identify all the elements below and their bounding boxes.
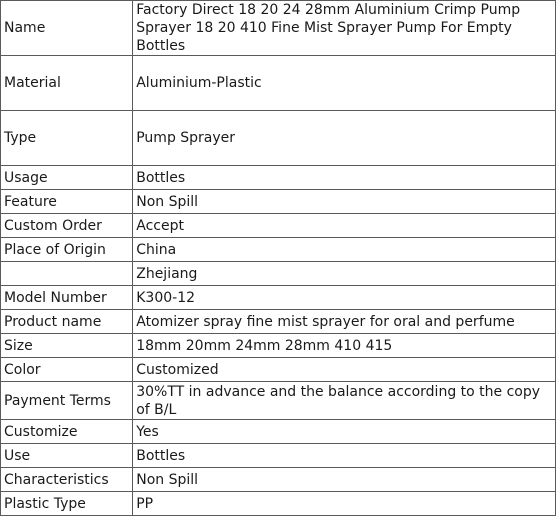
spec-row-usage	[1, 166, 556, 190]
spec-row-custom-order	[1, 214, 556, 238]
spec-label-place-of-origin: Place of Origin	[1, 238, 133, 262]
spec-row-payment-terms	[1, 382, 556, 420]
spec-label-material: Material	[1, 56, 133, 111]
spec-label-model-number: Model Number	[1, 286, 133, 310]
spec-value-usage: Bottles	[133, 166, 556, 190]
spec-row-material	[1, 56, 556, 111]
spec-label-usage: Usage	[1, 166, 133, 190]
spec-row-model-number	[1, 286, 556, 310]
spec-row-feature	[1, 190, 556, 214]
spec-label-type: Type	[1, 111, 133, 166]
spec-value-plastic-type: PP	[133, 492, 556, 516]
spec-value-name: Factory Direct 18 20 24 28mm Aluminium Crimp Pump Sprayer 18 20 410 Fine Mist Sprayer Pump For Empty Bottles	[133, 1, 556, 56]
spec-row-name	[1, 1, 556, 56]
spec-label-payment-terms: Payment Terms	[1, 382, 133, 420]
spec-value-custom-order: Accept	[133, 214, 556, 238]
spec-row-type	[1, 111, 556, 166]
spec-row-province	[1, 262, 556, 286]
spec-label-custom-order: Custom Order	[1, 214, 133, 238]
spec-value-payment-terms: 30%TT in advance and the balance according to the copy of B/L	[133, 382, 556, 420]
spec-value-customize: Yes	[133, 420, 556, 444]
spec-value-material: Aluminium-Plastic	[133, 56, 556, 111]
spec-row-customize	[1, 420, 556, 444]
spec-value-type: Pump Sprayer	[133, 111, 556, 166]
spec-label-plastic-type: Plastic Type	[1, 492, 133, 516]
spec-label-feature: Feature	[1, 190, 133, 214]
spec-row-use	[1, 444, 556, 468]
spec-table-body	[1, 1, 556, 516]
spec-row-size	[1, 334, 556, 358]
spec-label-color: Color	[1, 358, 133, 382]
spec-value-province: Zhejiang	[133, 262, 556, 286]
spec-value-product-name: Atomizer spray fine mist sprayer for oral and perfume	[133, 310, 556, 334]
spec-row-color	[1, 358, 556, 382]
spec-row-place-of-origin	[1, 238, 556, 262]
spec-label-empty	[1, 262, 133, 286]
spec-label-customize: Customize	[1, 420, 133, 444]
spec-value-size: 18mm 20mm 24mm 28mm 410 415	[133, 334, 556, 358]
spec-label-name: Name	[1, 1, 133, 56]
spec-label-use: Use	[1, 444, 133, 468]
spec-value-color: Customized	[133, 358, 556, 382]
spec-value-place-of-origin: China	[133, 238, 556, 262]
spec-value-model-number: K300-12	[133, 286, 556, 310]
spec-value-use: Bottles	[133, 444, 556, 468]
spec-label-size: Size	[1, 334, 133, 358]
spec-label-product-name: Product name	[1, 310, 133, 334]
spec-value-characteristics: Non Spill	[133, 468, 556, 492]
spec-row-characteristics	[1, 468, 556, 492]
spec-value-feature: Non Spill	[133, 190, 556, 214]
spec-label-characteristics: Characteristics	[1, 468, 133, 492]
spec-row-product-name	[1, 310, 556, 334]
spec-row-plastic-type	[1, 492, 556, 516]
